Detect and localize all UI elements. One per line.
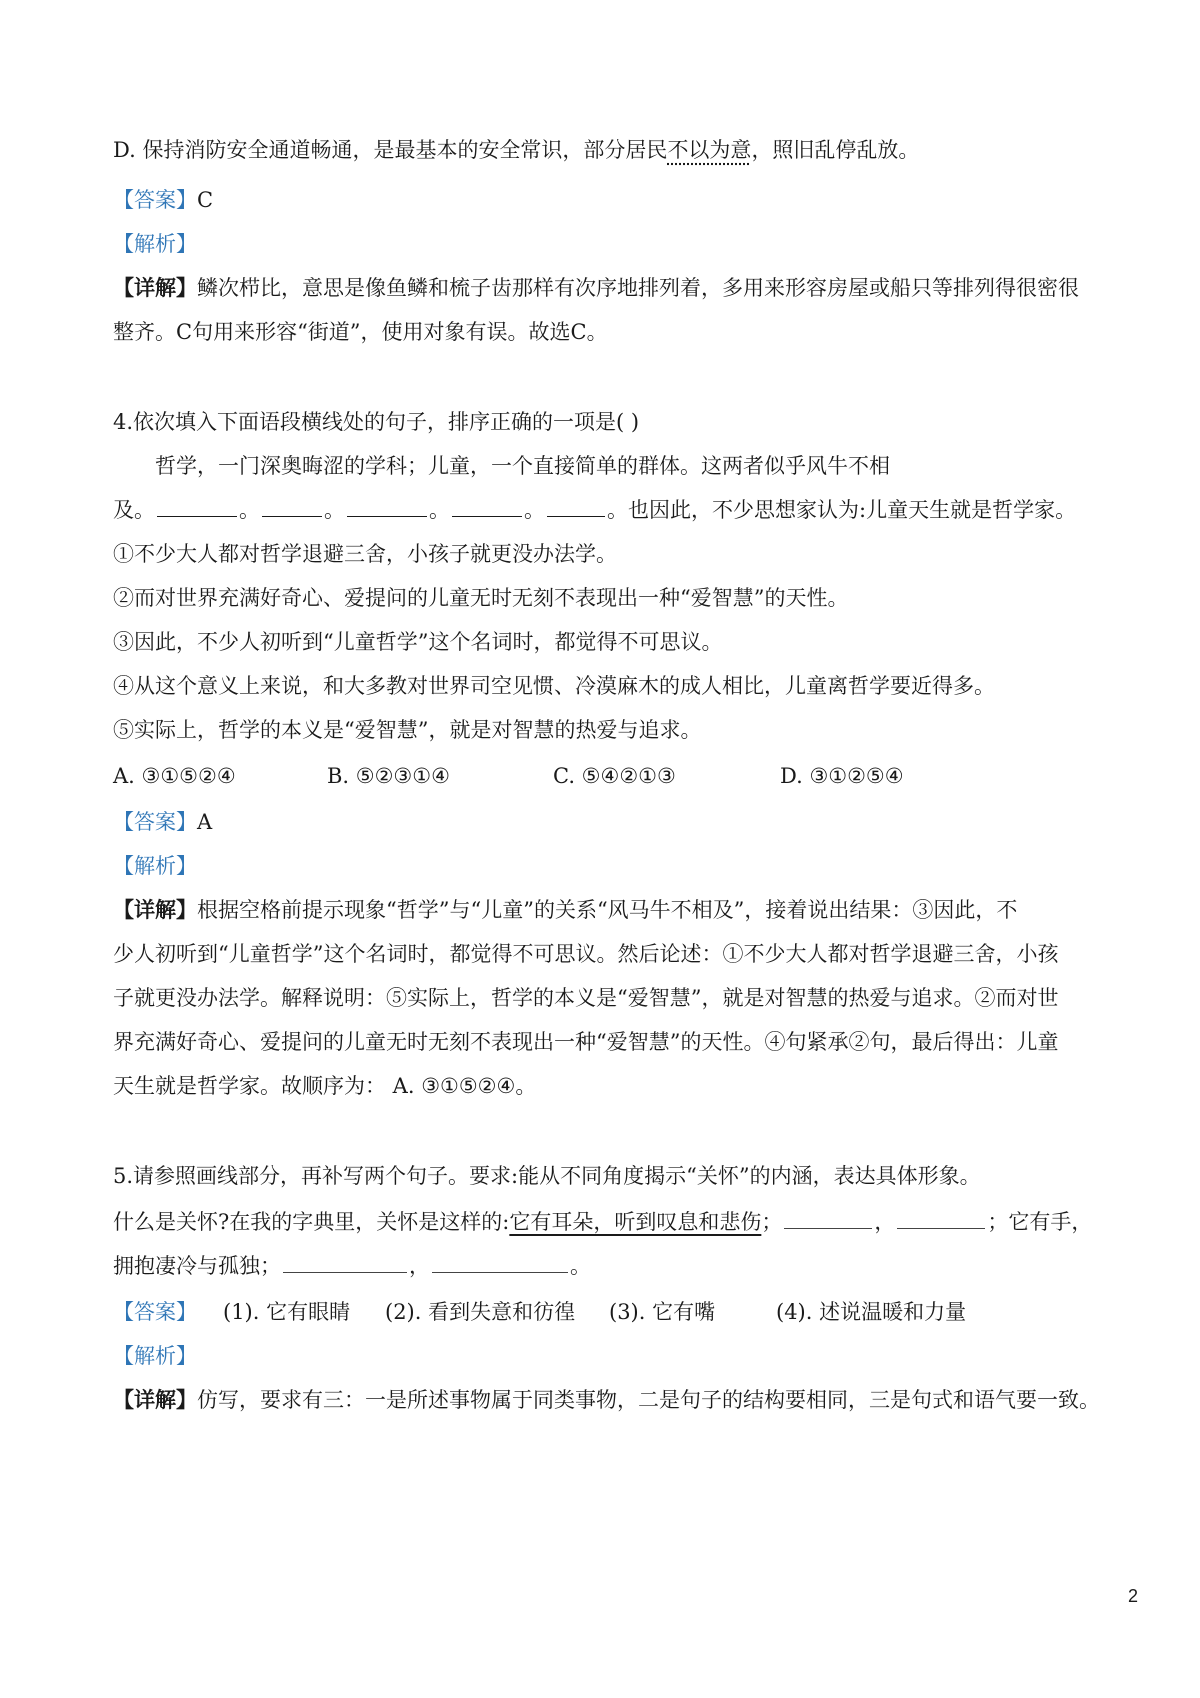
q4-blank-5 — [547, 496, 605, 517]
q4-passage-end: 。也因此，不少思想家认为:儿童天生就是哲学家。 — [607, 498, 1077, 522]
q5-line-2-comma: ， — [409, 1254, 430, 1278]
q4-item-3: ③因此，不少人初听到“儿童哲学”这个名词时，都觉得不可思议。 — [113, 630, 723, 654]
q5-answer — [113, 1298, 1103, 1326]
q5-line-1-semicolon: ； — [761, 1210, 783, 1234]
q5-answer-part-3: (3). 它有嘴 — [609, 1300, 716, 1324]
q4-sep-3: 。 — [429, 498, 450, 522]
q5-line-2-start: 拥抱凄冷与孤独； — [113, 1254, 281, 1278]
q4-option-c: C. ⑤④②①③ — [553, 764, 676, 788]
q4-answer-label: 【答案】 — [113, 810, 197, 834]
q3-option-d-emphasis: 不以为意 — [667, 138, 752, 162]
q3-option-d-suffix: ，照旧乱停乱放。 — [751, 138, 920, 162]
q4-blank-1 — [157, 496, 237, 517]
q3-answer-label: 【答案】 — [113, 188, 197, 212]
q5-detail-text-1: 仿写，要求有三：一是所述事物属于同类事物，二是句子的结构要相同，三是句式和语气要一致。 — [197, 1388, 1100, 1412]
q4-passage-start: 及。 — [113, 498, 155, 522]
q4-detail-line-5: 天生就是哲学家。故顺序为： A. ③①⑤②④。 — [113, 1074, 537, 1098]
q4-blank-3 — [347, 496, 427, 517]
q4-detail-text-1: 根据空格前提示现象“哲学”与“儿童”的关系“风马牛不相及”，接着说出结果：③因此，不 — [197, 898, 1018, 922]
q5-blank-4 — [432, 1252, 568, 1273]
q5-blank-3 — [283, 1252, 407, 1273]
q4-analysis-label: 【解析】 — [113, 854, 197, 878]
q3-analysis — [113, 230, 1103, 258]
q4-passage-line-1: 哲学，一门深奥晦涩的学科；儿童，一个直接简单的群体。这两者似乎风牛不相 — [155, 454, 890, 478]
q5-analysis — [113, 1342, 1103, 1370]
q4-stem: 4.依次填入下面语段横线处的句子，排序正确的一项是( ) — [113, 410, 640, 434]
q5-underlined-example: 它有耳朵，听到叹息和悲伤 — [509, 1210, 762, 1234]
q4-detail-label: 【详解】 — [113, 897, 197, 922]
q5-answer-part-1: (1). 它有眼睛 — [223, 1300, 351, 1324]
q3-detail-line-1 — [113, 274, 1103, 302]
q4-passage-line-2 — [113, 496, 1103, 524]
q5-line-1 — [113, 1208, 1103, 1236]
q4-answer — [113, 808, 1103, 836]
q4-sep-1: 。 — [239, 498, 260, 522]
q5-answer-label: 【答案】 — [113, 1300, 197, 1324]
q4-option-a: A. ③①⑤②④ — [113, 764, 236, 788]
q4-detail-line-2: 少人初听到“儿童哲学”这个名词时，都觉得不可思议。然后论述：①不少大人都对哲学退避三舍，小孩 — [113, 942, 1059, 966]
q5-line-2-end: 。 — [570, 1254, 591, 1278]
q3-analysis-label: 【解析】 — [113, 232, 197, 256]
q4-answer-value: A — [197, 810, 213, 834]
q4-item-5: ⑤实际上，哲学的本义是“爱智慧”，就是对智慧的热爱与追求。 — [113, 718, 702, 742]
q3-option-d — [113, 136, 1103, 164]
q5-analysis-label: 【解析】 — [113, 1344, 197, 1368]
q5-line-1-start: 什么是关怀?在我的字典里，关怀是这样的: — [113, 1210, 510, 1234]
q4-detail-line-1 — [113, 896, 1103, 924]
q3-answer-value: C — [197, 188, 214, 212]
q5-answer-part-4: (4). 述说温暖和力量 — [776, 1300, 967, 1324]
q5-detail-line-1 — [113, 1386, 1103, 1414]
q4-blank-4 — [452, 496, 522, 517]
q4-analysis — [113, 852, 1103, 880]
q5-stem: 5.请参照画线部分，再补写两个句子。要求:能从不同角度揭示“关怀”的内涵，表达具体形象。 — [113, 1164, 981, 1188]
q4-sep-2: 。 — [324, 498, 345, 522]
q3-detail-label: 【详解】 — [113, 275, 197, 300]
q4-sep-4: 。 — [524, 498, 545, 522]
q4-blank-2 — [262, 496, 322, 517]
q4-detail-line-4: 界充满好奇心、爱提问的儿童无时无刻不表现出一种“爱智慧”的天性。④句紧承②句，最后得出：儿童 — [113, 1030, 1059, 1054]
q5-line-1-end: ；它有手， — [987, 1210, 1093, 1234]
q4-option-d: D. ③①②⑤④ — [780, 764, 904, 788]
q4-item-1: ①不少大人都对哲学退避三舍，小孩子就更没办法学。 — [113, 542, 617, 566]
q4-item-2: ②而对世界充满好奇心、爱提问的儿童无时无刻不表现出一种“爱智慧”的天性。 — [113, 586, 849, 610]
q4-item-4: ④从这个意义上来说，和大多教对世界司空见惯、冷漠麻木的成人相比，儿童离哲学要近得多。 — [113, 674, 995, 698]
q4-detail-line-3: 子就更没办法学。解释说明：⑤实际上，哲学的本义是“爱智慧”，就是对智慧的热爱与追求。②而对世 — [113, 986, 1059, 1010]
q5-detail-label: 【详解】 — [113, 1387, 197, 1412]
q5-line-2 — [113, 1252, 1103, 1280]
q5-blank-2 — [897, 1208, 985, 1229]
q5-blank-1 — [784, 1208, 872, 1229]
q4-option-b: B. ⑤②③①④ — [327, 764, 450, 788]
q3-detail-text-1: 鳞次栉比，意思是像鱼鳞和梳子齿那样有次序地排列着，多用来形容房屋或船只等排列得很密很 — [197, 276, 1079, 300]
q3-option-d-prefix: D. 保持消防安全通道畅通，是最基本的安全常识，部分居民 — [113, 138, 668, 162]
page-number: 2 — [1127, 1586, 1138, 1606]
q5-line-1-comma: ， — [874, 1210, 896, 1234]
q3-answer — [113, 186, 1103, 214]
q5-answer-part-2: (2). 看到失意和彷徨 — [385, 1300, 576, 1324]
q3-detail-line-2: 整齐。C句用来形容“街道”，使用对象有误。故选C。 — [113, 320, 608, 344]
